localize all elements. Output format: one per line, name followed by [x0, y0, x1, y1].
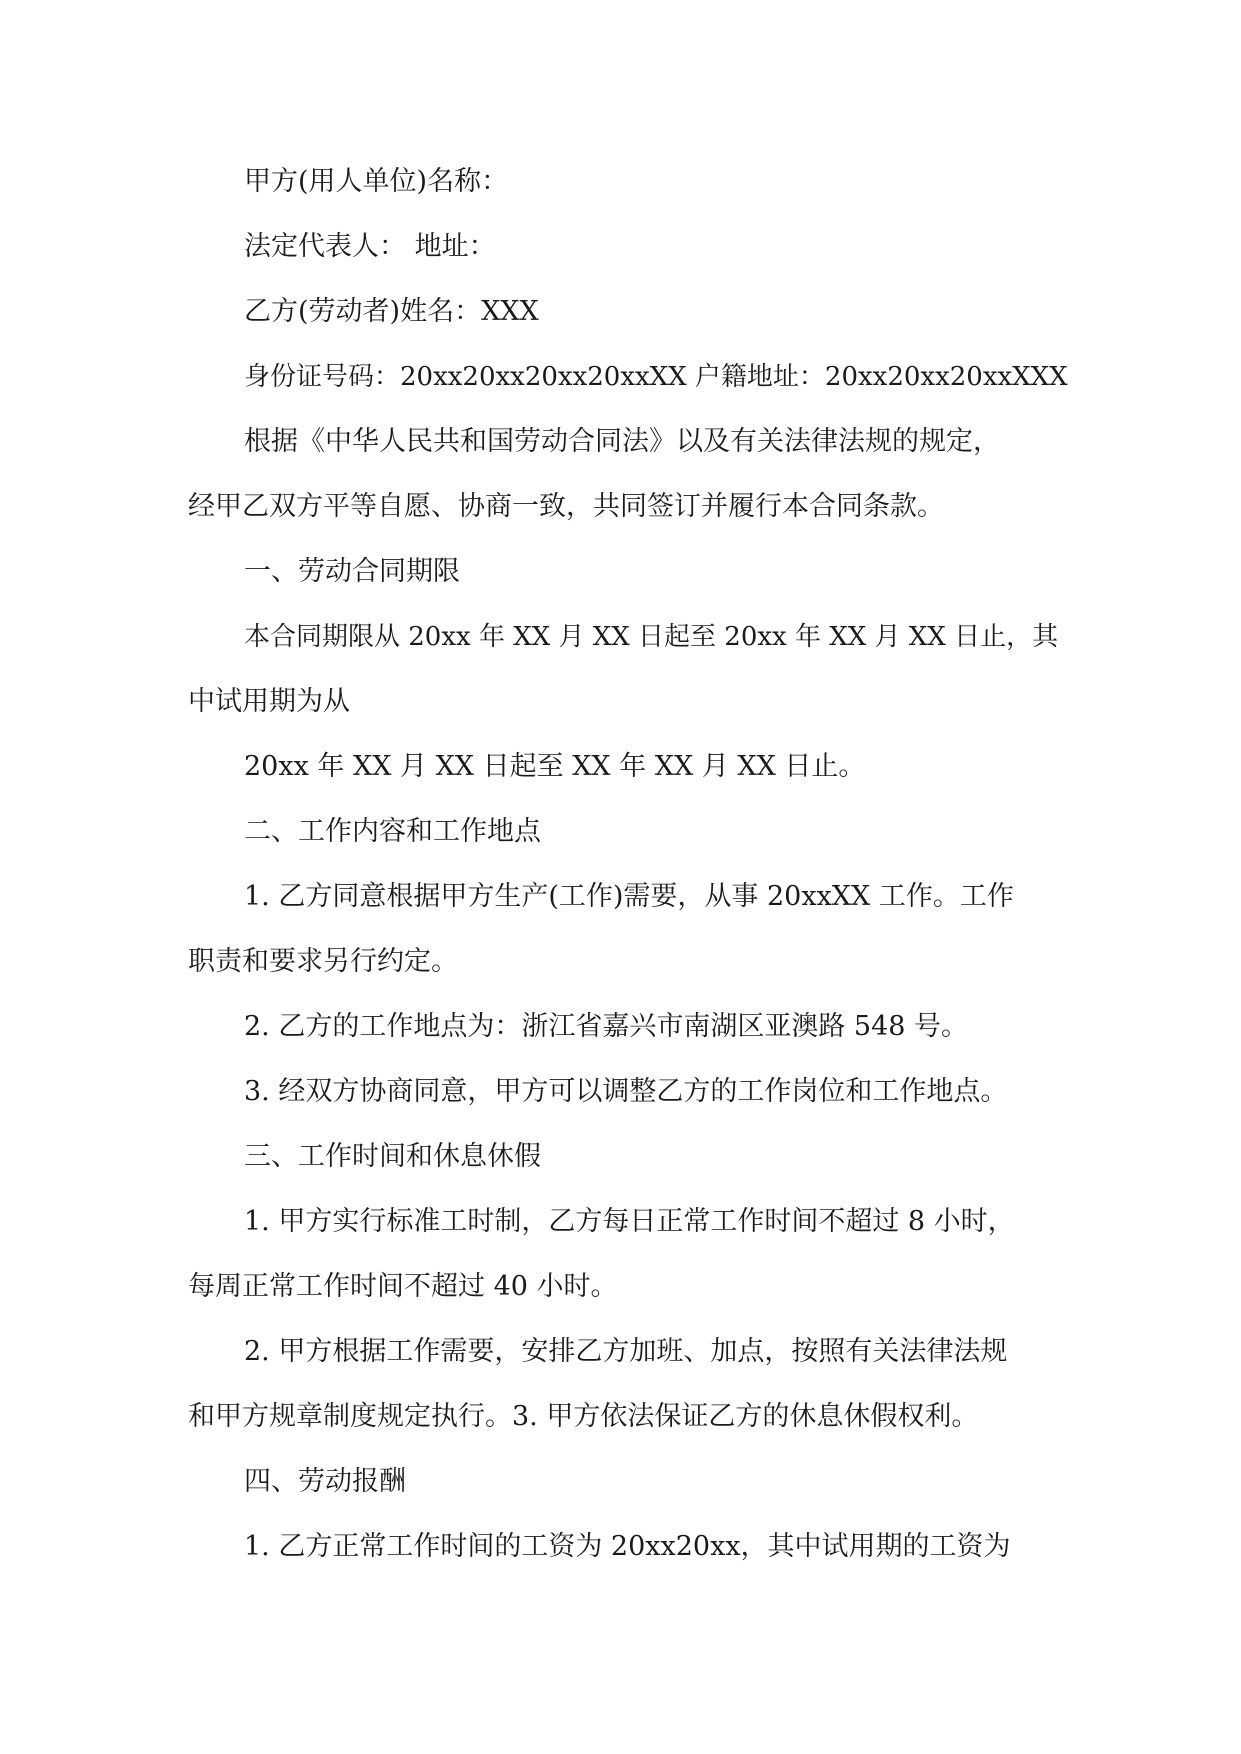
hours-clause-1-line-1: 1. 甲方实行标准工时制，乙方每日正常工作时间不超过 8 小时， [244, 1206, 1015, 1237]
section-heading-hours: 三、工作时间和休息休假 [244, 1141, 541, 1172]
party-b-name-line: 乙方(劳动者)姓名：XXX [244, 296, 539, 327]
preamble-line-2: 经甲乙双方平等自愿、协商一致，共同签订并履行本合同条款。 [188, 491, 944, 522]
pay-clause-1-line-1: 1. 乙方正常工作时间的工资为 20xx20xx，其中试用期的工资为 [244, 1531, 1011, 1562]
section-heading-term: 一、劳动合同期限 [244, 556, 460, 587]
term-clause-line-2: 中试用期为从 [188, 686, 350, 717]
contract-body [188, 162, 1068, 1592]
party-a-name-line: 甲方(用人单位)名称： [244, 166, 509, 197]
hours-clause-2-line-1: 2. 甲方根据工作需要，安排乙方加班、加点，按照有关法律法规 [244, 1336, 1008, 1367]
work-clause-3: 3. 经双方协商同意，甲方可以调整乙方的工作岗位和工作地点。 [244, 1076, 1008, 1107]
section-heading-pay: 四、劳动报酬 [244, 1466, 406, 1497]
work-clause-1-line-2: 职责和要求另行约定。 [188, 946, 458, 977]
work-clause-1-line-1: 1. 乙方同意根据甲方生产(工作)需要，从事 20xxXX 工作。工作 [244, 881, 1014, 912]
work-clause-2: 2. 乙方的工作地点为：浙江省嘉兴市南湖区亚澳路 548 号。 [244, 1011, 969, 1042]
section-heading-work: 二、工作内容和工作地点 [244, 816, 541, 847]
term-clause-line-1: 本合同期限从 20xx 年 XX 月 XX 日起至 20xx 年 XX 月 XX 日止，其 [244, 622, 1059, 652]
legal-representative-line: 法定代表人： 地址： [244, 231, 496, 262]
probation-period-line: 20xx 年 XX 月 XX 日起至 XX 年 XX 月 XX 日止。 [244, 751, 866, 782]
id-number-line: 身份证号码：20xx20xx20xx20xxXX 户籍地址：20xx20xx20xxXXX [244, 362, 1068, 392]
hours-clause-2-line-2: 和甲方规章制度规定执行。3. 甲方依法保证乙方的休息休假权利。 [188, 1401, 979, 1432]
hours-clause-1-line-2: 每周正常工作时间不超过 40 小时。 [188, 1271, 618, 1302]
preamble-line-1: 根据《中华人民共和国劳动合同法》以及有关法律法规的规定， [244, 426, 1000, 457]
